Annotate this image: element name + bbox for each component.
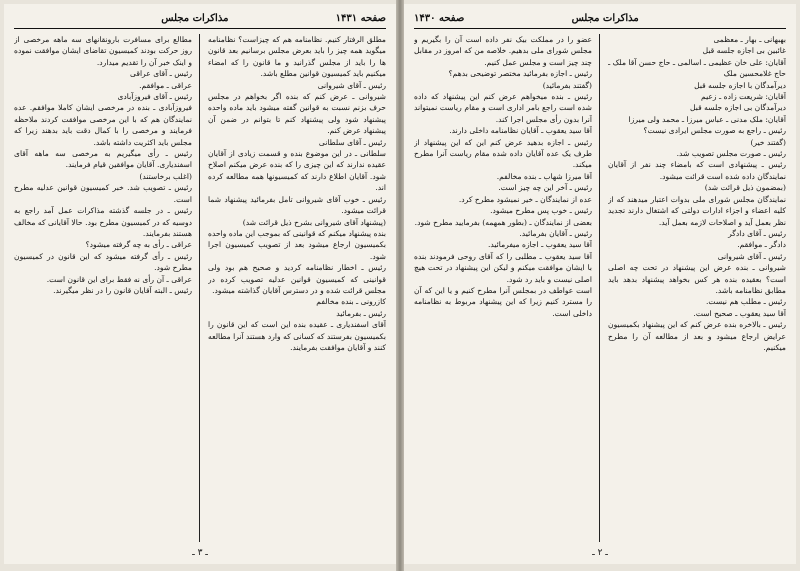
text-paragraph: رئیس ـ آقای سلطانی: [318, 137, 386, 147]
text-paragraph: دیرآمدگان بی اجازه جلسه قبل: [690, 103, 786, 113]
text-paragraph: رئیس ـ صورت مجلس تصویب شد.: [676, 149, 786, 159]
text-paragraph: مطلق الرفتار کنیم. نظامنامه هم که چیزاست؟ نظامنامه میگوید همه چیز را باید بعرض مجلس برسانیم بعد قانون ها را باید از مجلس گذرانید و ما قانون را که امضاء میکنیم باید کمیسیون قوانین مطلع باشد.: [208, 35, 386, 79]
right-page-title: مذاکرات مجلس: [571, 12, 639, 24]
right-header-rule: [414, 28, 786, 29]
left-page-header: [14, 10, 386, 26]
text-paragraph: بهبهانی ـ بهار ـ معظمی: [713, 35, 786, 44]
text-paragraph: رئیس ـ خوب پس مطرح میشود.: [490, 206, 592, 216]
text-paragraph: رئیس ـ رأی گرفته میشود که این قانون در کمیسیون مطرح شود.: [14, 251, 192, 273]
text-paragraph: (بمضمون ذیل قرائت شد): [704, 183, 786, 193]
text-paragraph: آقا سید یعقوب ـ اجازه میفرمائید.: [487, 240, 592, 250]
text-paragraph: عده از نمایندگان ـ خیر نمیشود مطرح کرد.: [458, 194, 592, 204]
text-paragraph: رئیس ـ خوب آقای شیروانی تامل بفرمائید پیشنهاد شما قرائت میشود.: [208, 194, 386, 216]
text-paragraph: کازرونی ـ بنده مخالفم: [316, 297, 386, 307]
text-paragraph: دادگر ـ موافقم.: [737, 240, 786, 250]
text-paragraph: آقایان: علی خان عظیمی ـ اسالمی ـ حاج حسن آقا ملک ـ حاج غلامحسین ملک: [608, 57, 786, 79]
text-paragraph: رئیس ـ آقایان بفرمائید.: [519, 228, 592, 238]
text-paragraph: رئیس ـ آقای شیروانی: [717, 251, 786, 261]
text-paragraph: عراقی ـ آن رأی نه فقط برای این قانون است.: [46, 274, 192, 284]
text-paragraph: رئیس ـ در جلسه گذشته مذاکرات عمل آمد راجع به دوسیه که در کمیسیون مطرح بود. حالا آقایانی که مخالف هستند بفرمایند.: [14, 206, 192, 238]
left-header-rule: [14, 28, 386, 29]
text-paragraph: رئیس ـ آقای فیروزآبادی: [117, 92, 192, 102]
text-paragraph: رئیس ـ بفرمائید: [336, 308, 386, 318]
text-paragraph: عراقی ـ رأی به چه گرفته میشود؟: [85, 240, 192, 250]
left-page-title: مذاکرات مجلس: [161, 12, 229, 24]
text-paragraph: شیروانی ـ عرض کنم که بنده اگر بخواهم در مجلس حرف بزنم نسبت به قوانین گفته میشود باید ماده واحده پیشنهاد شود ولی پیشنهاد کنم تا بتوانم در ضمن آن پیشنهاد عرض کنم.: [208, 92, 386, 136]
text-paragraph: رئیس ـ آقای دادگر: [728, 228, 786, 238]
left-page: [4, 4, 396, 564]
text-paragraph: عضو را در مملکت بیک نفر داده است آن را بگیریم و مجلس شورای ملی بدهیم. خلاصه من که امروز در مقابل چند چیز است و مجلس عمل کنیم.: [414, 35, 592, 67]
text-paragraph: آقایان: شریعت زاده ـ زعیم: [701, 92, 786, 102]
left-page-number: صفحه ۱۴۳۱: [335, 12, 386, 24]
text-paragraph: عراقی ـ موافقم.: [139, 80, 192, 90]
text-paragraph: رئیس ـ بالاخره بنده عرض کنم که این پیشنهاد بکمیسیون عرایض ارجاع میشود و بعد از مطالعه آن را مطرح میکنیم.: [608, 320, 786, 352]
text-paragraph: رئیس ـ مطلب هم نیست.: [705, 297, 786, 307]
text-paragraph: است عواطف در بمجلس آنرا مطرح کنیم و یا این که آن را مسترد کنیم زیرا که این پیشنهاد مربوط به نظامنامه داخلی است.: [414, 285, 592, 318]
text-paragraph: آقا سید یعقوب ـ مطلبی را که آقای روحی فرمودند بنده با ایشان موافقت میکنم و لیکن این پیشنهاد در تحت هیچ اصلی نیست و باید رد شود.: [414, 251, 592, 284]
text-paragraph: بعضی از نمایندگان ـ (بطور همهمه) بفرمایید مطرح شود.: [414, 217, 592, 227]
right-page: [404, 4, 796, 564]
text-paragraph: آقا سید یعقوب ـ صحیح است.: [693, 308, 786, 318]
text-paragraph: بنده پیشنهاد میکنم که قوانینی که بموجب این ماده واحده بکمیسیون ارجاع میشود بعد از تصویب کمیسیون اجرا شود.: [208, 228, 386, 261]
text-paragraph: (گفتند خیر): [750, 137, 786, 147]
text-paragraph: سلطانی ـ در این موضوع بنده و قسمت زیادی از آقایان عقیده ندارند که این چیزی را که بنده عرض میکنم اصلاح شود. آقایان اطلاع دارند که کمیسیونها همه مطالعه کرده اند.: [208, 149, 386, 193]
text-paragraph: رئیس ـ آقای شیروانی: [317, 80, 386, 90]
text-paragraph: آقا سید یعقوب ـ آقایان نظامنامه داخلی دارند.: [449, 126, 592, 136]
text-paragraph: رئیس ـ تصویب شد. خبر کمیسیون قوانین عدلیه مطرح است.: [14, 183, 192, 204]
book-gutter: [396, 0, 404, 571]
text-paragraph: رئیس ـ آخر این چه چیز است.: [498, 183, 592, 193]
text-paragraph: (گفتند بفرمائید): [542, 80, 592, 90]
right-column-divider: [599, 34, 600, 542]
text-paragraph: رئیس ـ رأی میگیریم به مرخصی سه ماهه آقای اسفندیاری. آقایان موافقین قیام فرمایند.: [14, 149, 192, 170]
left-column-divider: [199, 34, 200, 542]
text-paragraph: آقا میرزا شهاب ـ بنده مخالفم.: [496, 171, 592, 181]
right-page-footer: [414, 548, 786, 558]
right-page-number: صفحه ۱۴۳۰: [414, 12, 465, 24]
right-page-column-left: [414, 34, 592, 542]
left-page-footer-number: ـ ۳ ـ: [192, 548, 208, 558]
right-page-footer-number: ـ ۲ ـ: [592, 548, 608, 558]
text-paragraph: رئیس ـ البته آقایان قانون را در نظر میگیرند.: [53, 285, 192, 295]
text-paragraph: رئیس ـ اجازه بفرمائید مختصر توضیحی بدهم؟: [448, 69, 592, 79]
text-paragraph: رئیس ـ اجازه بدهید عرض کنم این که این پیشنهاد از طرف یک عده آقایان داده شده مقام ریاست آنرا مطرح میکند.: [414, 137, 592, 170]
left-page-column-left: [14, 34, 192, 542]
left-page-column-right: [208, 34, 386, 542]
left-page-footer: [14, 548, 386, 558]
text-paragraph: فیروزآبادی ـ بنده در مرخصی ایشان کاملا موافقم. عده نمایندگان هم که با این مرخصی موافقت کردند ملاحظه فرمایند و مرخصی را با کمال دقت باید بدهند زیرا که مجلس باید اکثریت داشته باشد.: [14, 103, 192, 147]
text-paragraph: رئیس ـ بنده میخواهم عرض کنم این پیشنهاد که داده شده است راجع بامر اداری است و مقام ریاست نمیتواند آنرا بدون رأی مجلس اجرا کند.: [414, 92, 592, 124]
text-paragraph: رئیس ـ اخطار نظامنامه کردید و صحیح هم بود ولی قوانینی که کمیسیون قوانین عدلیه تصویب کرده در مجلس قرائت شده و در دسترس آقایان گذاشته میشود.: [208, 263, 386, 295]
text-paragraph: (اغلب برخاستند): [139, 171, 192, 181]
text-paragraph: آقای اسفندیاری ـ عقیده بنده این است که این قانون را بکمیسیون بفرستند که کسانی که وارد هستند آنرا مطالعه کنند و آقایان موافقت بفرمایند.: [208, 320, 386, 352]
text-paragraph: رئیس ـ آقای عراقی: [129, 69, 192, 79]
text-paragraph: دیرآمدگان با اجازه جلسه قبل: [694, 80, 786, 90]
text-paragraph: (پیشنهاد آقای شیروانی بشرح ذیل قرائت شد): [242, 217, 386, 227]
right-page-header: [414, 10, 786, 26]
text-paragraph: شیروانی ـ بنده عرض این پیشنهاد در تحت چه اصلی است؟ بعقیده بنده هر کس بخواهد پیشنهاد بدهد باید مطابق نظامنامه باشد.: [608, 263, 786, 295]
text-paragraph: غائبین بی اجازه جلسه قبل: [702, 46, 786, 56]
text-paragraph: رئیس ـ پیشنهادی است که بامضاء چند نفر از آقایان نمایندگان داده شده است قرائت میشود.: [608, 160, 786, 181]
right-page-column-right: [608, 34, 786, 542]
text-paragraph: مطالع برای مسافرت بارونقانهای سه ماهه مرخصی از روز حرکت بودند کمیسیون تقاضای ایشان موافقت نموده و اینک خبر آن را تقدیم میدارد.: [14, 35, 192, 67]
text-paragraph: رئیس ـ راجع به صورت مجلس ایرادی نیست؟: [643, 126, 786, 136]
text-paragraph: نمایندگان مجلس شورای ملی بدوات اعتبار میدهند که از کلیه اعضاء و اجزاء ادارات دولتی که اشتغال دارند تجدید نظر بعمل آید و اصلاحات لازمه بعمل آید.: [608, 194, 786, 227]
text-paragraph: آقایان: ملک مدنی ـ عباس میرزا ـ محمد ولی میرزا: [628, 114, 786, 124]
